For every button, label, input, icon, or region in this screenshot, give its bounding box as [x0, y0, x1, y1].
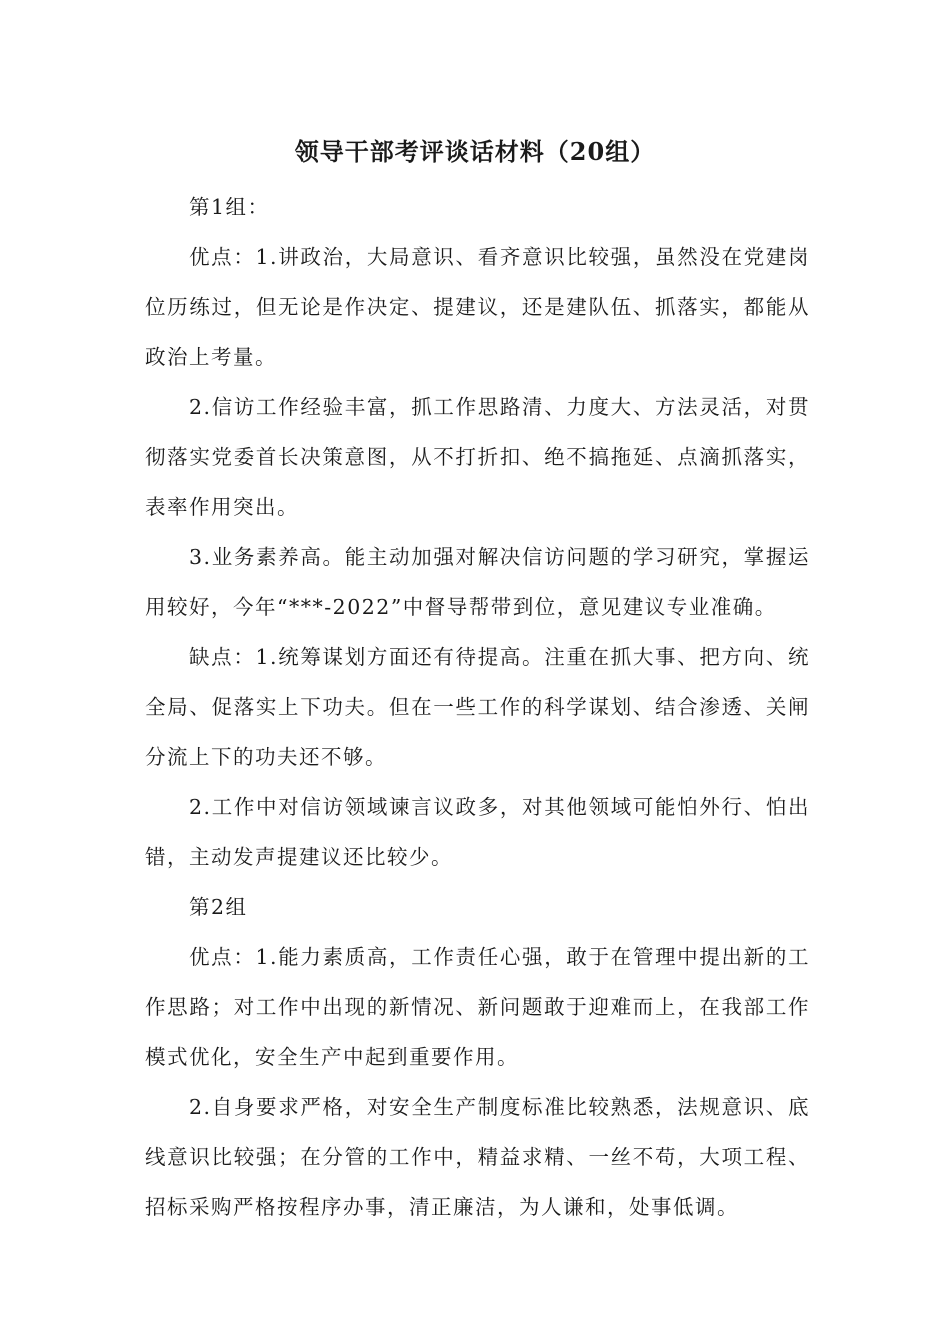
document-title: 领导干部考评谈话材料（20组） [294, 137, 656, 166]
group-2-strength-2: 2.自身要求严格，对安全生产制度标准比较熟悉，法规意识、底线意识比较强；在分管的工作中，精益求精、一丝不苟，大项工程、招标采购严格按程序办事，清正廉洁，为人谦和，处事低调。 [145, 1095, 810, 1219]
group-2-heading: 第2组 [189, 895, 248, 919]
group-1-strength-2: 2.信访工作经验丰富，抓工作思路清、力度大、方法灵活，对贯彻落实党委首长决策意图，从不打折扣、绝不搞拖延、点滴抓落实，表率作用突出。 [145, 395, 810, 519]
group-1-weakness-1: 缺点：1.统筹谋划方面还有待提高。注重在抓大事、把方向、统全局、促落实上下功夫。但在一些工作的科学谋划、结合渗透、关闸分流上下的功夫还不够。 [145, 645, 810, 769]
group-1-strength-1: 优点：1.讲政治，大局意识、看齐意识比较强，虽然没在党建岗位历练过，但无论是作决定、提建议，还是建队伍、抓落实，都能从政治上考量。 [145, 245, 810, 369]
document-body [145, 182, 810, 1232]
group-1-strength-3: 3.业务素养高。能主动加强对解决信访问题的学习研究，掌握运用较好，今年“***-2022”中督导帮带到位，意见建议专业准确。 [145, 545, 810, 619]
group-2-strength-1: 优点：1.能力素质高，工作责任心强，敢于在管理中提出新的工作思路；对工作中出现的新情况、新问题敢于迎难而上，在我部工作模式优化，安全生产中起到重要作用。 [145, 945, 810, 1069]
group-1-heading: 第1组： [189, 195, 270, 219]
group-1-weakness-2: 2.工作中对信访领域谏言议政多，对其他领域可能怕外行、怕出错，主动发声提建议还比较少。 [145, 795, 810, 869]
